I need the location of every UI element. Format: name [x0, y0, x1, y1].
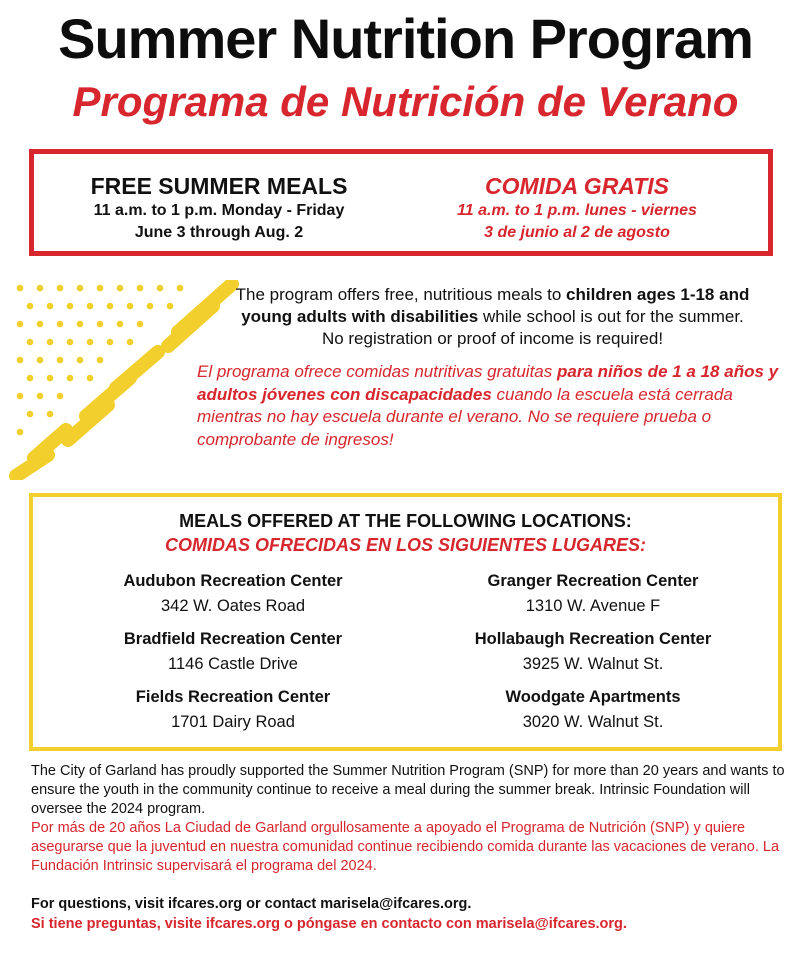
- contact-text-en: For questions, visit ifcares.org or contact marisela@ifcares.org.: [31, 896, 472, 912]
- title-spanish: Programa de Nutrición de Verano: [72, 78, 739, 125]
- location-address: 1310 W. Avenue F: [525, 597, 661, 615]
- location-address: 3020 W. Walnut St.: [522, 713, 664, 731]
- location-address: 342 W. Oates Road: [161, 597, 305, 615]
- meals-heading-es: COMIDA GRATIS: [485, 173, 669, 199]
- intro-text: No registration or proof of income is required!: [321, 329, 664, 348]
- location-name: Bradfield Recreation Center: [123, 630, 343, 648]
- location-name: Fields Recreation Center: [135, 688, 331, 706]
- locations-box: [29, 493, 782, 751]
- locations-heading-en: MEALS OFFERED AT THE FOLLOWING LOCATIONS:: [179, 511, 632, 531]
- locations-heading-es: COMIDAS OFRECIDAS EN LOS SIGUIENTES LUGARES:: [164, 535, 647, 555]
- about-section: [31, 762, 791, 876]
- intro-text: The program offers free, nutritious meals to: [235, 285, 567, 304]
- location-item: [423, 687, 763, 732]
- location-name: Woodgate Apartments: [505, 688, 681, 706]
- location-item: [63, 687, 403, 732]
- intro-line-1: [200, 284, 785, 306]
- intro-line-2: [200, 306, 785, 328]
- location-item: [63, 629, 403, 674]
- location-item: [423, 571, 763, 616]
- meals-english: [54, 172, 384, 244]
- program-description-es: [197, 361, 787, 451]
- location-item: [63, 571, 403, 616]
- meals-hours-es: 11 a.m. to 1 p.m. lunes - viernes: [457, 202, 697, 219]
- meals-hours-en: 11 a.m. to 1 p.m. Monday - Friday: [93, 202, 345, 219]
- location-address: 3925 W. Walnut St.: [522, 655, 664, 673]
- meals-dates-en: June 3 through Aug. 2: [134, 224, 304, 241]
- intro-bold-text: children ages 1-18 and: [566, 285, 750, 304]
- intro-es-text: cuando la escuela está cerrada mientras no hay escuela durante el verano. No se requiere prueba o comprobante de ingresos!: [197, 384, 733, 449]
- meals-dates-es: 3 de junio al 2 de agosto: [484, 224, 670, 241]
- contact-text-es: Si tiene preguntas, visite ifcares.org o póngase en contacto con marisela@ifcares.org.: [31, 915, 627, 932]
- location-name: Granger Recreation Center: [487, 572, 699, 590]
- location-address: 1146 Castle Drive: [168, 655, 298, 673]
- location-item: [423, 629, 763, 674]
- location-name: Audubon Recreation Center: [123, 572, 343, 590]
- intro-text: while school is out for the summer.: [478, 307, 744, 326]
- location-name: Hollabaugh Recreation Center: [474, 630, 712, 648]
- location-address: 1701 Dairy Road: [171, 713, 295, 731]
- free-meals-box: [29, 149, 773, 256]
- intro-es-text: El programa ofrece comidas nutritivas gratuitas: [197, 362, 557, 381]
- intro-es-bold-text: para niños de 1 a 18 años y adultos jóvenes con discapacidades: [197, 362, 779, 404]
- about-text-es: Por más de 20 años La Ciudad de Garland orgullosamente a apoyado el Programa de Nutrición (SNP) y quiere asegurarse que la juventud en nuestra comunidad continue recibiendo comida durante las vacaciones de verano. La Fundación Intrinsic supervisará el programa del 2024.: [31, 820, 780, 874]
- contact-section: [31, 895, 791, 934]
- program-description-en: [200, 284, 785, 350]
- about-text-en: The City of Garland has proudly supported the Summer Nutrition Program (SNP) for more than 20 years and wants to ensure the youth in the community continue to receive a meal during the summer break. Intrinsic Foundation will oversee the 2024 program.: [31, 763, 785, 817]
- meals-heading-en: FREE SUMMER MEALS: [90, 173, 348, 199]
- intro-line-3: [200, 328, 785, 350]
- title-english: Summer Nutrition Program: [58, 7, 753, 70]
- intro-bold-text: young adults with disabilities: [241, 307, 479, 326]
- meals-spanish: [412, 172, 742, 244]
